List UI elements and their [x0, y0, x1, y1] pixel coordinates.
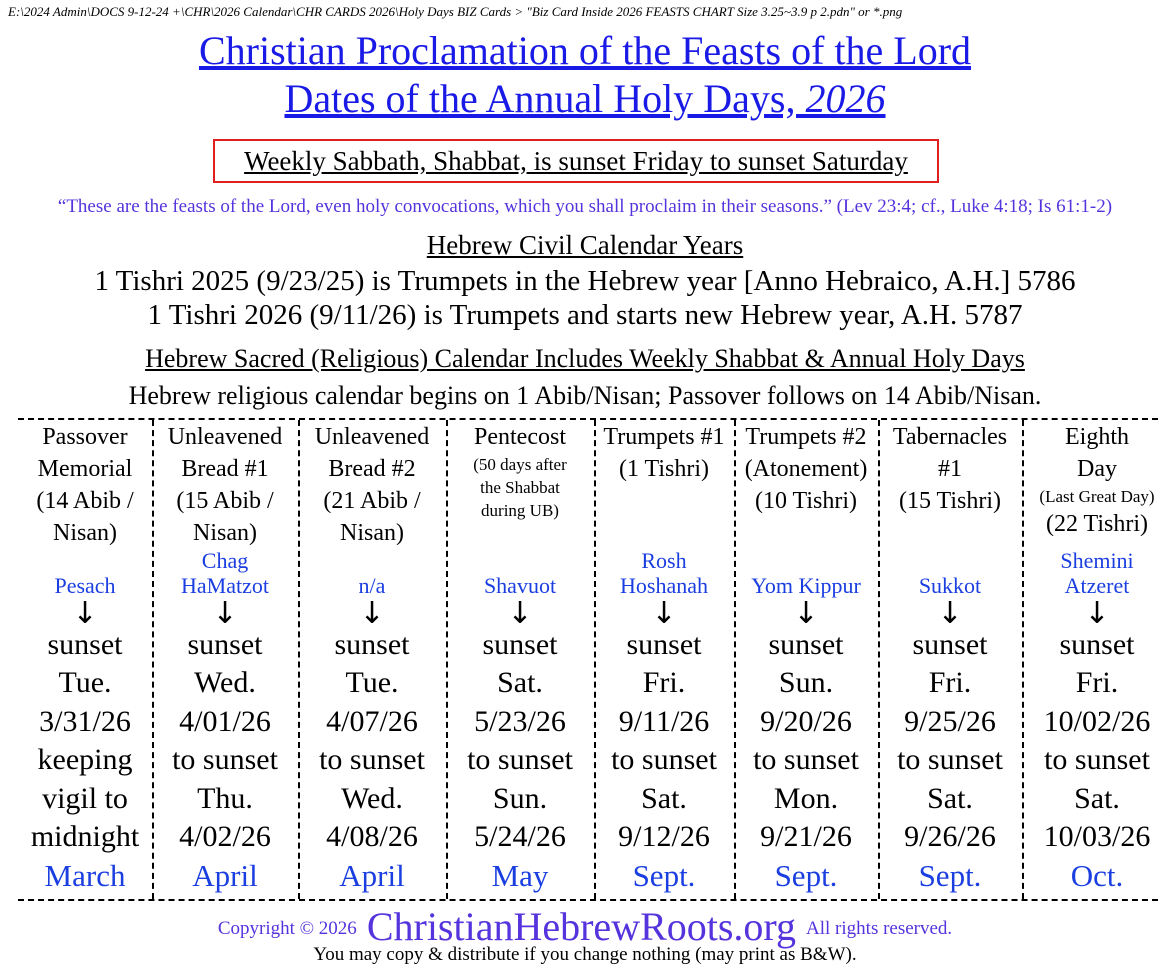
- hebrew-name: Chag HaMatzot: [181, 548, 269, 598]
- feast-name: Pentecost: [474, 424, 566, 450]
- hebrew-name: Rosh Hoshanah: [620, 548, 708, 598]
- feast-month: May: [491, 858, 549, 893]
- feast-name: Trumpets #2 (Atonement) (10 Tishri): [744, 424, 868, 514]
- feast-month: Oct.: [1070, 858, 1124, 893]
- hebrew-name: n/a: [358, 573, 386, 598]
- table-bottom-border: [18, 899, 1158, 901]
- down-arrow-icon: ↓: [937, 596, 963, 631]
- down-arrow-icon: ↓: [793, 596, 819, 631]
- feast-dates: sunset Tue. 4/07/26 to sunset Wed. 4/08/26: [319, 628, 425, 854]
- feast-note: (50 days after the Shabbat during UB): [473, 455, 567, 520]
- down-arrow-icon: ↓: [651, 596, 677, 631]
- feast-column: [1022, 421, 1170, 899]
- civil-calendar-heading: Hebrew Civil Calendar Years: [426, 230, 744, 260]
- feast-column: [18, 421, 152, 899]
- distribution-note: You may copy & distribute if you change nothing (may print as B&W).: [313, 944, 857, 965]
- feast-dates: sunset Fri. 10/02/26 to sunset Sat. 10/03/26: [1043, 628, 1151, 854]
- feast-month: April: [192, 858, 258, 893]
- feast-column: [152, 421, 298, 899]
- feast-dates: sunset Fri. 9/11/26 to sunset Sat. 9/12/26: [611, 628, 717, 854]
- scripture-quote: “These are the feasts of the Lord, even holy convocations, which you shall proclaim in their seasons.” (Lev 23:4; cf., Luke 4:18; Is 61:1-2): [57, 196, 1113, 217]
- feast-name: Unleavened Bread #1 (15 Abib / Nisan): [167, 424, 283, 546]
- feast-column: [446, 421, 594, 899]
- subtitle-year: 2026: [805, 76, 886, 121]
- hebrew-name: Shavuot: [483, 573, 557, 598]
- down-arrow-icon: ↓: [212, 596, 238, 631]
- sabbath-note: Weekly Sabbath, Shabbat, is sunset Friday to sunset Saturday: [213, 139, 939, 183]
- sacred-calendar-heading: Hebrew Sacred (Religious) Calendar Includes Weekly Shabbat & Annual Holy Days: [145, 344, 1025, 373]
- down-arrow-icon: ↓: [72, 596, 98, 631]
- feast-dates: sunset Fri. 9/25/26 to sunset Sat. 9/26/26: [897, 628, 1003, 854]
- feast-month: Sept.: [774, 858, 838, 893]
- feast-column: [594, 421, 734, 899]
- feast-name: Unleavened Bread #2 (21 Abib / Nisan): [314, 424, 430, 546]
- feast-date-ref: (22 Tishri): [1045, 511, 1149, 537]
- feast-name: Tabernacles #1 (15 Tishri): [892, 424, 1008, 514]
- feast-dates: sunset Wed. 4/01/26 to sunset Thu. 4/02/26: [172, 628, 278, 854]
- down-arrow-icon: ↓: [1084, 596, 1110, 631]
- feast-month: Sept.: [632, 858, 696, 893]
- feast-name: Eighth Day: [1065, 424, 1129, 482]
- feast-dates: sunset Sun. 9/20/26 to sunset Mon. 9/21/26: [753, 628, 859, 854]
- sacred-calendar-subline: Hebrew religious calendar begins on 1 Abib/Nisan; Passover follows on 14 Abib/Nisan.: [128, 381, 1042, 410]
- feast-month: April: [339, 858, 405, 893]
- feast-name: Trumpets #1 (1 Tishri): [603, 424, 725, 482]
- hebrew-name: Sukkot: [918, 573, 982, 598]
- table-top-border: [18, 418, 1158, 420]
- feast-name: Passover Memorial (14 Abib / Nisan): [36, 424, 134, 546]
- down-arrow-icon: ↓: [359, 596, 385, 631]
- file-path-caption: E:\2024 Admin\DOCS 9-12-24 +\CHR\2026 Calendar\CHR CARDS 2026\Holy Days BIZ Cards > "Biz Card Inside 2026 FEASTS CHART Size 3.25~3.9 p 2.pdn" or *.png: [8, 4, 903, 19]
- feast-column: [878, 421, 1022, 899]
- feast-month: March: [44, 858, 126, 893]
- feast-column: [734, 421, 878, 899]
- site-name-link[interactable]: ChristianHebrewRoots.org: [366, 904, 797, 949]
- feast-dates: sunset Tue. 3/31/26 keeping vigil to midnight: [30, 628, 140, 854]
- copyright-text: Copyright © 2026: [217, 918, 357, 939]
- hebrew-name: Yom Kippur: [751, 573, 861, 598]
- feast-column: [298, 421, 446, 899]
- rights-text: All rights reserved.: [806, 918, 953, 939]
- feast-note: (Last Great Day): [1039, 487, 1155, 506]
- hebrew-name: Pesach: [54, 573, 116, 598]
- hebrew-name: Shemini Atzeret: [1060, 548, 1134, 598]
- page-title: Christian Proclamation of the Feasts of the Lord: [198, 28, 972, 73]
- feast-month: Sept.: [918, 858, 982, 893]
- down-arrow-icon: ↓: [507, 596, 533, 631]
- page-subtitle: [0, 76, 1170, 122]
- civil-calendar-line-1: 1 Tishri 2025 (9/23/25) is Trumpets in the Hebrew year [Anno Hebraico, A.H.] 5786: [94, 265, 1076, 297]
- feast-dates: sunset Sat. 5/23/26 to sunset Sun. 5/24/26: [467, 628, 573, 854]
- civil-calendar-line-2: 1 Tishri 2026 (9/11/26) is Trumpets and starts new Hebrew year, A.H. 5787: [147, 299, 1023, 331]
- subtitle-text: Dates of the Annual Holy Days,: [284, 76, 806, 121]
